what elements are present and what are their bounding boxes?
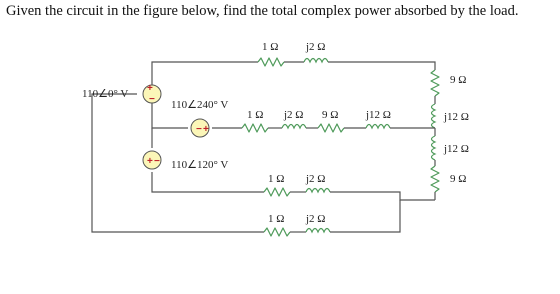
wire-top-left bbox=[152, 62, 258, 88]
source-1-sign: + bbox=[147, 83, 153, 94]
question-text: Given the circuit in the figure below, find the total complex power absorbed by the load. bbox=[6, 3, 519, 19]
resistor-top-line bbox=[258, 58, 284, 66]
source-3-sign: + bbox=[147, 156, 153, 167]
low-line-r-label: 1 Ω bbox=[268, 173, 285, 185]
right-load-r-bottom-label: 9 Ω bbox=[450, 173, 467, 185]
resistor-right-bottom bbox=[431, 166, 439, 192]
low-line-x-label: j2 Ω bbox=[306, 173, 326, 185]
inductor-neutral bbox=[306, 229, 330, 233]
wire-low-left bbox=[152, 172, 264, 192]
inductor-low-line bbox=[306, 189, 330, 193]
top-line-x-label: j2 Ω bbox=[306, 41, 326, 53]
top-line-r-label: 1 Ω bbox=[262, 41, 279, 53]
svg-text:−: − bbox=[149, 94, 155, 105]
resistor-right-top bbox=[431, 70, 439, 96]
mid-line-r-label: 1 Ω bbox=[247, 109, 264, 121]
resistor-neutral bbox=[264, 228, 290, 236]
right-load-x-top-label: j12 Ω bbox=[444, 111, 469, 123]
inductor-mid-line bbox=[282, 125, 306, 129]
inductor-right-bottom bbox=[432, 136, 436, 160]
right-load-x-bottom-label: j12 Ω bbox=[444, 143, 469, 155]
mid-line-x-label: j2 Ω bbox=[284, 109, 304, 121]
neutral-x-label: j2 Ω bbox=[306, 213, 326, 225]
mid-load-x-label: j12 Ω bbox=[366, 109, 391, 121]
source-2-label: 110∠240° V bbox=[171, 99, 229, 111]
mid-load-r-label: 9 Ω bbox=[322, 109, 339, 121]
right-load-r-top-label: 9 Ω bbox=[450, 74, 467, 86]
wire-top-right bbox=[328, 62, 435, 70]
svg-text:−: − bbox=[196, 124, 202, 135]
inductor-right-top bbox=[432, 104, 436, 128]
resistor-mid-load bbox=[318, 124, 344, 132]
resistor-mid-line bbox=[242, 124, 268, 132]
source-1-label: 110∠0° V bbox=[82, 88, 129, 100]
resistor-low-line bbox=[264, 188, 290, 196]
voltage-source-3 bbox=[143, 151, 161, 169]
source-2-sign: + bbox=[203, 124, 209, 135]
inductor-top-line bbox=[304, 59, 328, 63]
wire-low-2 bbox=[330, 192, 435, 200]
svg-text:−: − bbox=[154, 156, 160, 167]
voltage-source-1 bbox=[143, 83, 161, 105]
inductor-mid-load bbox=[366, 125, 390, 129]
neutral-r-label: 1 Ω bbox=[268, 213, 285, 225]
voltage-source-2 bbox=[191, 119, 209, 137]
source-3-label: 110∠120° V bbox=[171, 159, 229, 171]
wire-neutral-2 bbox=[330, 200, 400, 232]
